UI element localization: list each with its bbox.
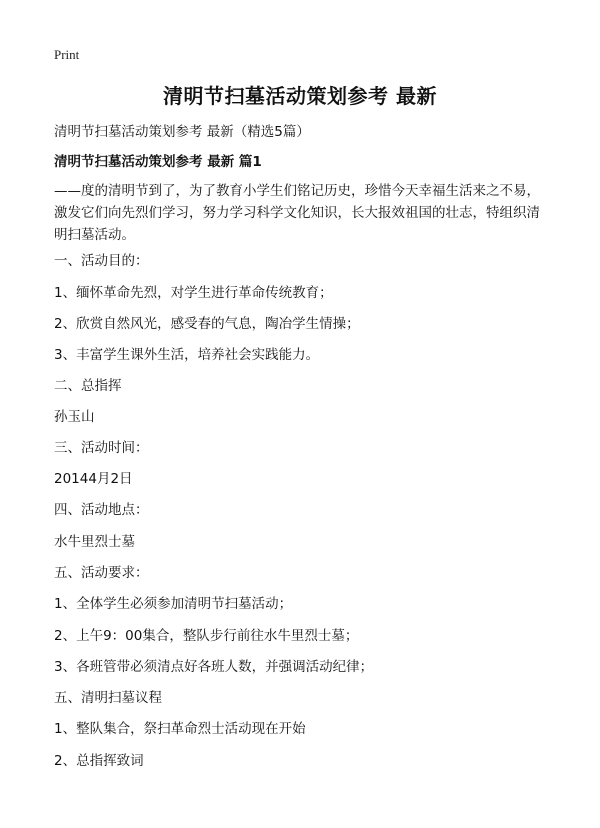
- list-item: 1、缅怀革命先烈，对学生进行革命传统教育；: [54, 285, 333, 301]
- heading-ceremony-agenda: 五、清明扫墓议程: [54, 690, 162, 706]
- heading-commander: 二、总指挥: [54, 378, 122, 394]
- list-item: 3、丰富学生课外生活，培养社会实践能力。: [54, 347, 320, 363]
- heading-activity-requirements: 五、活动要求：: [54, 565, 149, 581]
- section-heading: 清明节扫墓活动策划参考 最新 篇1: [54, 154, 262, 170]
- heading-activity-time: 三、活动时间：: [54, 440, 149, 456]
- list-item: 2、总指挥致词: [54, 753, 144, 769]
- commander-name: 孙玉山: [54, 409, 95, 425]
- list-item: 2、上午9：00集合，整队步行前往水牛里烈士墓；: [54, 628, 359, 644]
- list-item: 2、欣赏自然风光，感受春的气息，陶冶学生情操；: [54, 316, 360, 332]
- activity-location: 水牛里烈士墓: [54, 534, 135, 550]
- intro-paragraph: ——度的清明节到了，为了教育小学生们铭记历史，珍惜今天幸福生活来之不易，激发它们向先烈们学习，努力学习科学文化知识，长大报效祖国的壮志，特组织清明扫墓活动。: [54, 183, 540, 243]
- heading-activity-purpose: 一、活动目的：: [54, 253, 149, 269]
- heading-activity-location: 四、活动地点：: [54, 502, 149, 518]
- document-title: 清明节扫墓活动策划参考 最新: [163, 84, 437, 108]
- list-item: 1、整队集合，祭扫革命烈士活动现在开始: [54, 721, 306, 737]
- list-item: 3、各班管带必须清点好各班人数，并强调活动纪律；: [54, 659, 374, 675]
- list-item: 1、全体学生必须参加清明节扫墓活动；: [54, 596, 293, 612]
- activity-date: 20144月2日: [54, 471, 133, 487]
- print-label: Print: [54, 47, 80, 62]
- document-subtitle: 清明节扫墓活动策划参考 最新（精选5篇）: [54, 124, 310, 140]
